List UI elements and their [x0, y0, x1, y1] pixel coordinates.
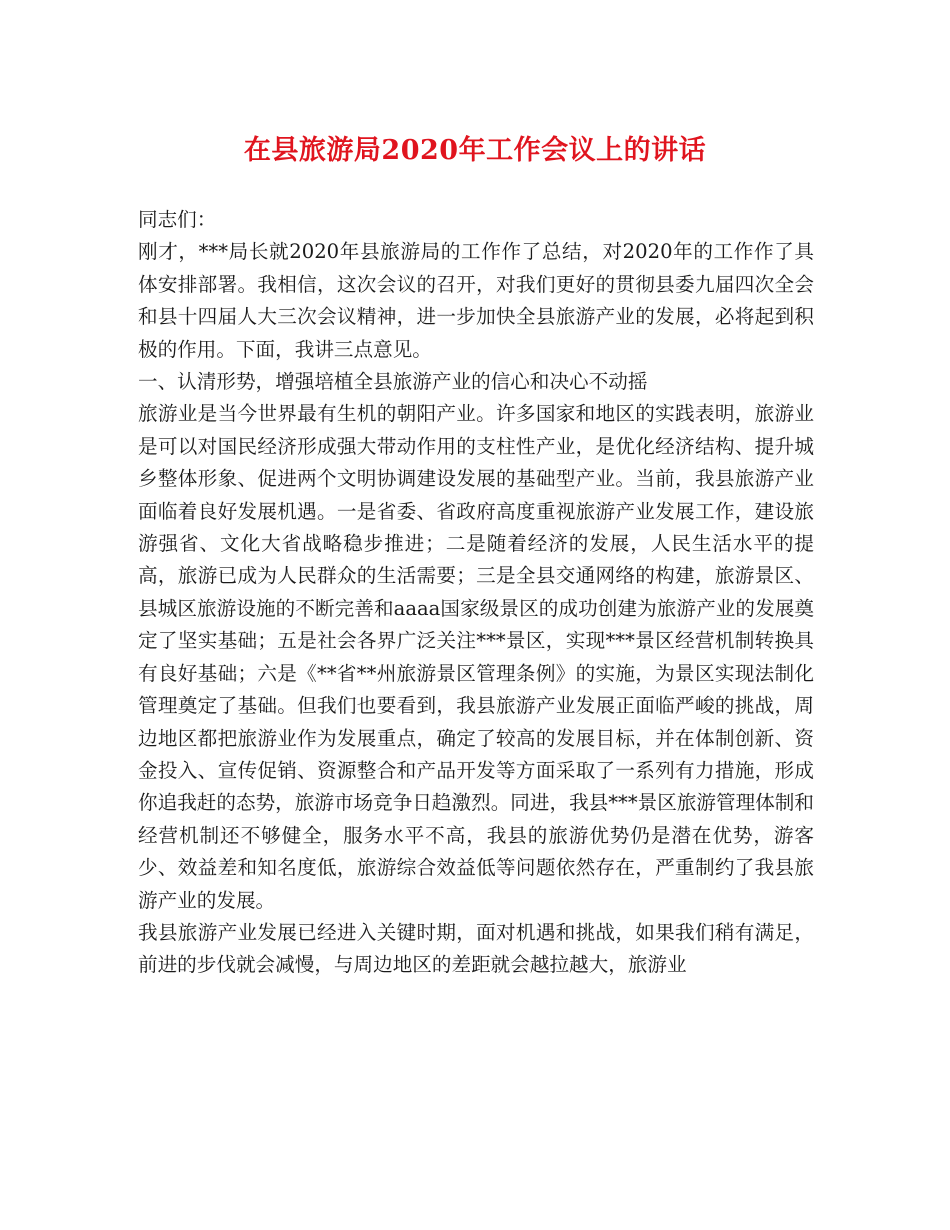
document-body — [138, 204, 814, 982]
body-paragraph-situation: 旅游业是当今世界最有生机的朝阳产业。许多国家和地区的实践表明，旅游业是可以对国民经济形成强大带动作用的支柱性产业，是优化经济结构、提升城乡整体形象、促进两个文明协调建设发展的基础型产业。当前，我县旅游产业面临着良好发展机遇。一是省委、省政府高度重视旅游产业发展工作，建设旅游强省、文化大省战略稳步推进；二是随着经济的发展，人民生活水平的提高，旅游已成为人民群众的生活需要；三是全县交通网络的构建，旅游景区、县城区旅游设施的不断完善和aaaa国家级景区的成功创建为旅游产业的发展奠定了坚实基础；五是社会各界广泛关注***景区，实现***景区经营机制转换具有良好基础；六是《**省**州旅游景区管理条例》的实施，为景区实现法制化管理奠定了基础。但我们也要看到，我县旅游产业发展正面临严峻的挑战，周边地区都把旅游业作为发展重点，确定了较高的发展目标，并在体制创新、资金投入、宣传促销、资源整合和产品开发等方面采取了一系列有力措施，形成你追我赶的态势，旅游市场竞争日趋激烈。同进，我县***景区旅游管理体制和经营机制还不够健全，服务水平不高，我县的旅游优势仍是潜在优势，游客少、效益差和知名度低，旅游综合效益低等问题依然存在，严重制约了我县旅游产业的发展。 — [138, 402, 814, 912]
section-heading-1: 一、认清形势，增强培植全县旅游产业的信心和决心不动摇 — [138, 370, 648, 394]
salutation: 同志们： — [138, 208, 217, 231]
body-paragraph-critical-period: 我县旅游产业发展已经进入关键时期，面对机遇和挑战，如果我们稍有满足，前进的步伐就会减慢，与周边地区的差距就会越拉越大，旅游业 — [138, 920, 814, 977]
document-title: 在县旅游局2020年工作会议上的讲话 — [243, 135, 707, 166]
body-paragraph-intro: 刚才，***局长就2020年县旅游局的工作作了总结，对2020年的工作作了具体安排部署。我相信，这次会议的召开，对我们更好的贯彻县委九届四次全会和县十四届人大三次会议精神，进一步加快全县旅游产业的发展，必将起到积极的作用。下面，我讲三点意见。 — [138, 240, 814, 361]
